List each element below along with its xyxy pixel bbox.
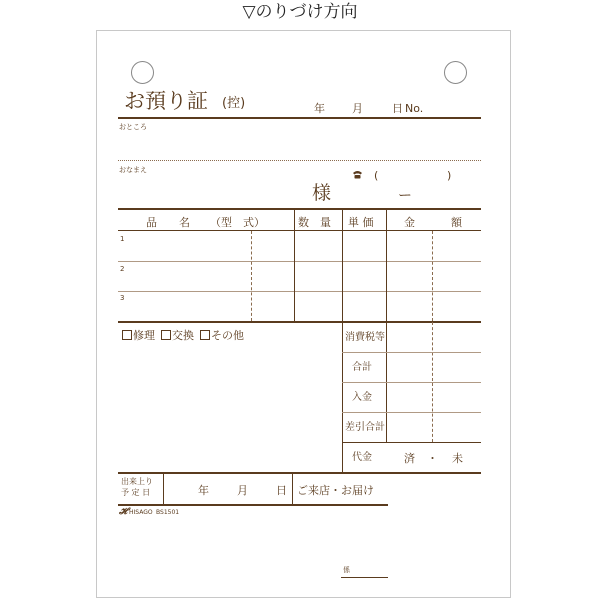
form-title: お預り証 (124, 89, 208, 113)
clerk-line (341, 577, 388, 578)
date-year-label: 年 (314, 102, 325, 115)
table-divider-amount (386, 209, 387, 321)
product-code: BS1501 (156, 509, 180, 516)
footer-divider-right (292, 474, 293, 504)
column-amount-a: 金 (404, 216, 415, 229)
summary-row-line (342, 382, 481, 383)
other-checkbox (200, 330, 210, 340)
table-divider-amount-sub (432, 231, 433, 321)
punch-hole-left (131, 61, 154, 84)
footer-year-label: 年 (198, 484, 209, 497)
column-item: 品 名 (146, 216, 190, 229)
table-row-line (118, 261, 481, 262)
column-unit-price: 単 価 (348, 216, 374, 229)
footer-day-label: 日 (276, 484, 287, 497)
phone-icon (352, 170, 363, 179)
footer-month-label: 月 (237, 484, 248, 497)
address-label: おところ (119, 123, 147, 131)
footer-divider-left (163, 474, 164, 504)
clerk-label: 係 (343, 566, 350, 574)
address-line (118, 160, 481, 161)
form-copy-label: (控) (222, 96, 246, 111)
option-exchange (161, 330, 194, 341)
option-repair (122, 330, 155, 341)
date-day-label: 日 (392, 102, 403, 115)
summary-row-line (342, 352, 481, 353)
row-number-3: 3 (120, 294, 125, 302)
phone-close-paren: ) (447, 169, 452, 182)
option-other-label: その他 (211, 329, 244, 342)
row-number-2: 2 (120, 265, 125, 273)
name-label: おなまえ (119, 166, 147, 174)
phone-dash: ー (398, 188, 412, 204)
table-divider-model (251, 231, 252, 321)
date-month-label: 月 (352, 102, 363, 115)
table-row-line (118, 291, 481, 292)
delivery-label: ご来店・お届け (297, 484, 374, 497)
customer-rule (118, 208, 481, 210)
price-unpaid: 未 (452, 452, 463, 465)
option-repair-label: 修理 (133, 329, 155, 342)
phone-open-paren: ( (374, 169, 379, 182)
number-label: No. (405, 102, 424, 115)
price-paid: 済 (404, 452, 415, 465)
summary-bottom-rule (118, 472, 481, 474)
summary-tax-label: 消費税等 (345, 332, 385, 343)
summary-left-border (342, 322, 343, 472)
brand-logo-icon: 𝓗 (119, 507, 128, 517)
exchange-checkbox (161, 330, 171, 340)
scheduled-label-top: 出来上り (121, 477, 153, 486)
table-divider-unit-price (342, 209, 343, 321)
summary-row-line (342, 442, 481, 443)
summary-total-label: 合計 (352, 362, 372, 373)
table-divider-quantity (294, 209, 295, 321)
punch-hole-right (444, 61, 467, 84)
option-exchange-label: 交換 (172, 329, 194, 342)
table-bottom-rule (118, 321, 481, 323)
scheduled-label-bottom: 予 定 日 (121, 488, 151, 497)
table-header-rule (118, 230, 481, 231)
option-other (200, 330, 244, 341)
price-separator: ・ (427, 452, 438, 465)
repair-checkbox (122, 330, 132, 340)
footer-rule (118, 504, 388, 506)
summary-price-label: 代金 (352, 452, 372, 463)
brand-name: HISAGO (129, 509, 153, 516)
row-number-1: 1 (120, 235, 125, 243)
honorific-sama: 様 (312, 182, 332, 204)
glue-direction-note: ▽のりづけ方向 (242, 2, 358, 22)
column-model: （型 式） (210, 216, 265, 229)
summary-payment-label: 入金 (352, 392, 372, 403)
header-rule (118, 117, 481, 119)
column-amount-b: 額 (451, 216, 462, 229)
summary-balance-label: 差引合計 (345, 422, 385, 433)
summary-row-line (342, 412, 481, 413)
column-quantity: 数 量 (298, 216, 331, 229)
